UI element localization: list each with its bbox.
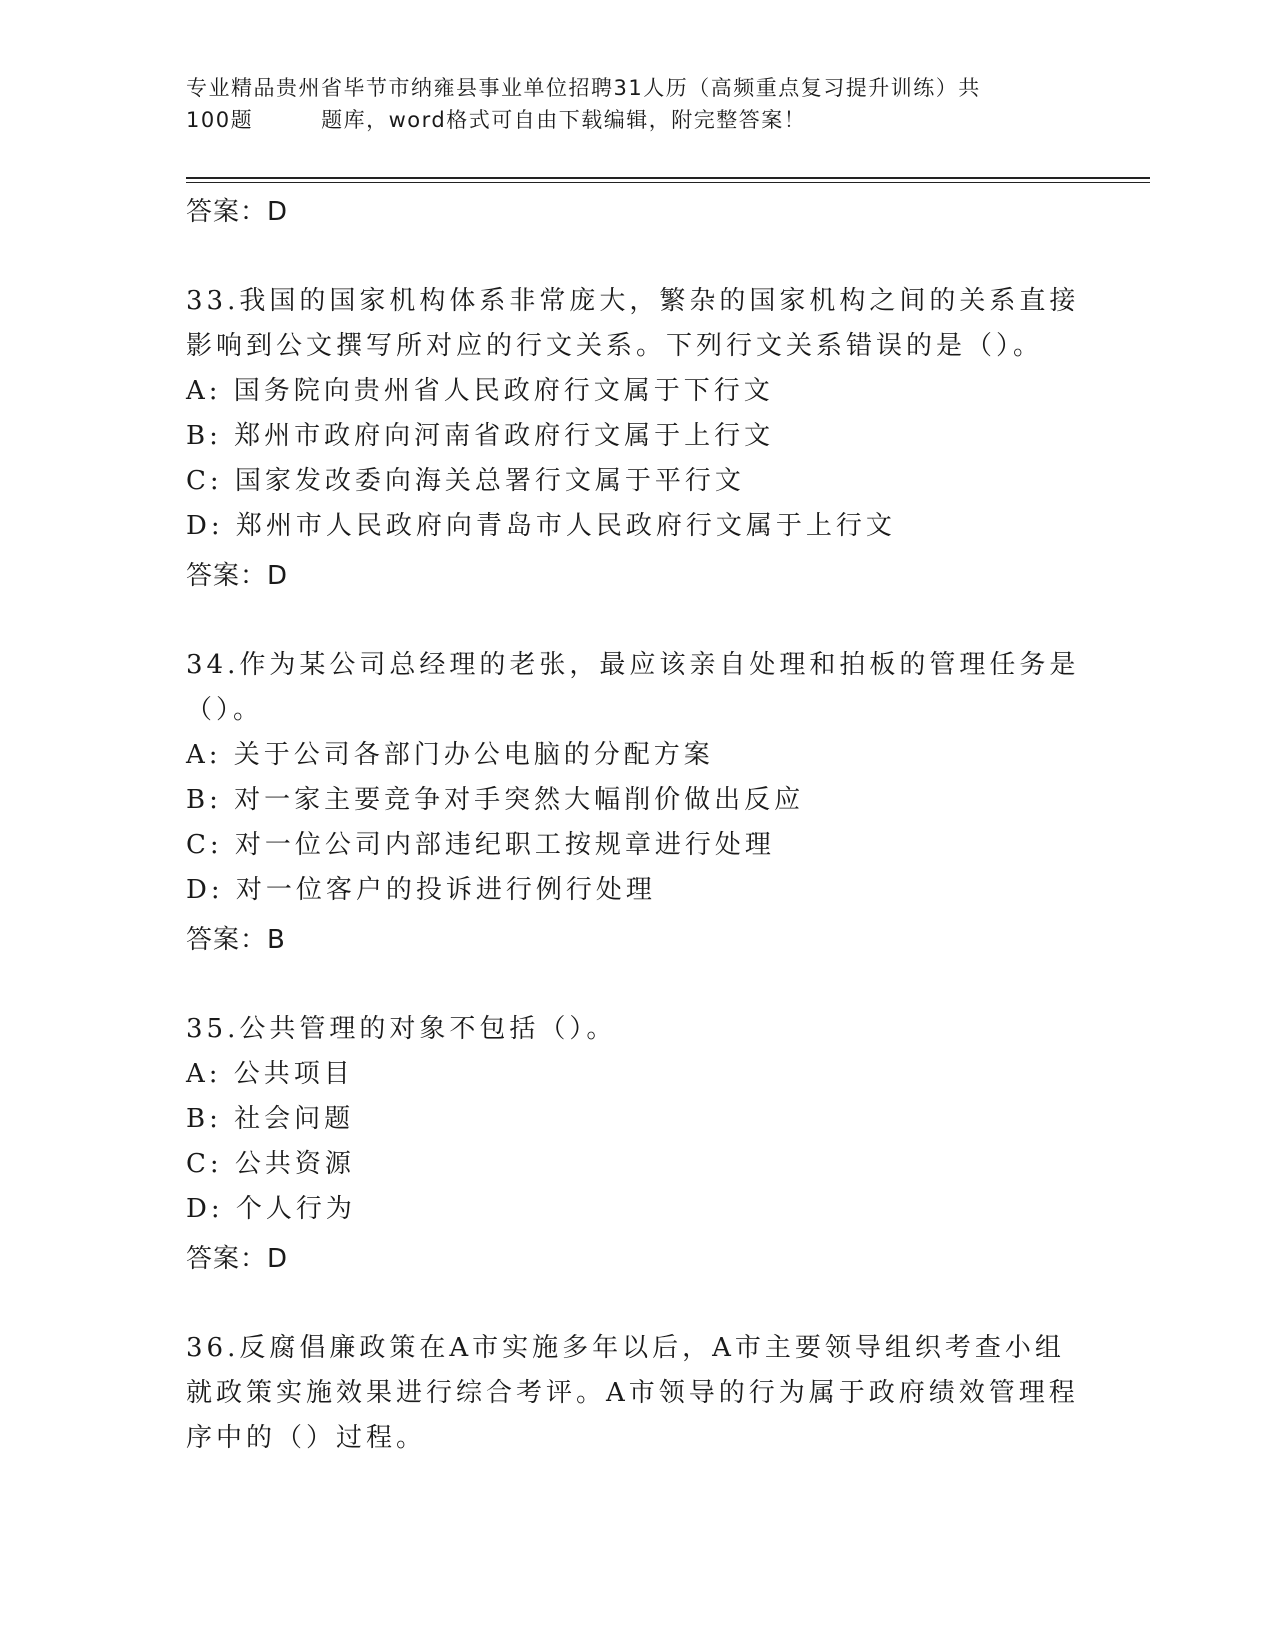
answer-33: 答案：D xyxy=(186,561,289,591)
header-count: 100题 xyxy=(186,108,254,132)
header-rule-thin xyxy=(186,182,1150,183)
question-stem: 36.反腐倡廉政策在A市实施多年以后，A市主要领导组织考查小组就政策实施效果进行综合考评。A市领导的行为属于政府绩效管理程序中的（）过程。 xyxy=(186,1333,1079,1453)
option-a: A: 国务院向贵州省人民政府行文属于下行文 xyxy=(186,376,774,406)
header-description: 题库，word格式可自由下载编辑，附完整答案！ xyxy=(321,108,807,132)
question-34 xyxy=(186,643,1086,963)
option-b: B: 对一家主要竞争对手突然大幅削价做出反应 xyxy=(186,785,805,815)
header-line-1: 专业精品贵州省毕节市纳雍县事业单位招聘31人历（高频重点复习提升训练）共 xyxy=(186,76,981,100)
option-d: D: 个人行为 xyxy=(186,1194,356,1224)
option-d: D: 郑州市人民政府向青岛市人民政府行文属于上行文 xyxy=(186,511,896,541)
question-stem: 35.公共管理的对象不包括（）。 xyxy=(186,1014,617,1044)
option-d: D: 对一位客户的投诉进行例行处理 xyxy=(186,875,656,905)
option-c: C: 公共资源 xyxy=(186,1149,355,1179)
answer-34: 答案：B xyxy=(186,925,286,955)
question-36 xyxy=(186,1326,1086,1461)
header-line-2 xyxy=(186,104,1086,136)
option-b: B: 郑州市政府向河南省政府行文属于上行文 xyxy=(186,421,775,451)
option-c: C: 对一位公司内部违纪职工按规章进行处理 xyxy=(186,830,775,860)
option-b: B: 社会问题 xyxy=(186,1104,355,1134)
page-header xyxy=(186,72,1086,136)
question-stem: 34.作为某公司总经理的老张，最应该亲自处理和拍板的管理任务是（）。 xyxy=(186,650,1080,725)
question-list xyxy=(186,185,1086,1461)
option-a: A: 公共项目 xyxy=(186,1059,354,1089)
answer-35: 答案：D xyxy=(186,1244,289,1274)
question-35 xyxy=(186,1007,1086,1282)
question-33 xyxy=(186,279,1086,599)
question-stem: 33.我国的国家机构体系非常庞大，繁杂的国家机构之间的关系直接影响到公文撰写所对应的行文关系。下列行文关系错误的是（）。 xyxy=(186,286,1080,361)
answer-32: 答案：D xyxy=(186,197,289,227)
option-c: C: 国家发改委向海关总署行文属于平行文 xyxy=(186,466,745,496)
header-rule-thick xyxy=(186,177,1150,179)
option-a: A: 关于公司各部门办公电脑的分配方案 xyxy=(186,740,714,770)
